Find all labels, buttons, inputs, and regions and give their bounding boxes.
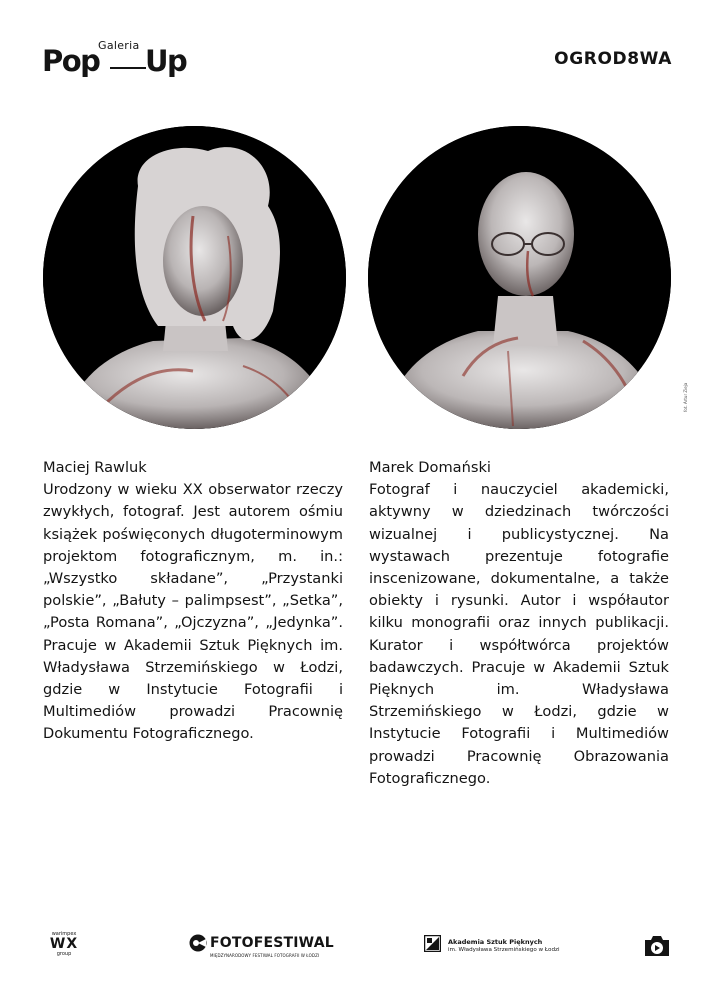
bio-name: Marek Domański: [369, 459, 491, 476]
warimpex-logo: [44, 931, 84, 957]
bio-name: Maciej Rawluk: [43, 459, 147, 476]
bust-portrait-glasses-icon: [368, 126, 671, 429]
fotofestiwal-title: FOTOFESTIWAL: [210, 935, 334, 951]
logo-up-text: Up: [145, 44, 187, 78]
bio-maciej-rawluk: [43, 457, 343, 746]
photo-credit: fot. Artur Zieja: [683, 382, 688, 412]
portrait-marek-domanski: [368, 126, 671, 429]
fotofestiwal-mark-icon: [189, 934, 207, 952]
asp-subtitle: im. Władysława Strzemińskiego w Łodzi: [448, 947, 560, 953]
bust-portrait-icon: [43, 126, 346, 429]
logo-connector-line: [110, 67, 146, 69]
portrait-maciej-rawluk: [43, 126, 346, 429]
logo-galeria-text: Galeria: [98, 39, 140, 52]
galeria-popup-logo: [42, 36, 192, 82]
warimpex-top: warimpex: [51, 931, 77, 937]
warimpex-group: group: [56, 951, 72, 957]
bio-text: Fotograf i nauczyciel akademicki, aktywny w dziedzinach twórczości wizualnej i publicystycznej. Na wystawach prezentuje fotografie inscenizowane, dokumentalne, a także obiekty i rysunki. Autor i współautor kilku monografii oraz innych publikacji. Kurator i współtwórca projektów badawczych. Pracuje w Akademii Sztuk Pięknych im. Władysława Strzemińskiego w Łodzi, gdzie w Instytucie Fotografii i Multimediów prowadzi Pracownię Obrazowania Fotograficznego.: [369, 481, 669, 787]
asp-mark-icon: [424, 935, 441, 952]
bio-text: Urodzony w wieku XX obserwator rzeczy zwykłych, fotograf. Jest autorem ośmiu książek poświęconych długoterminowym projektom fotograficznym, m. in.: „Wszystko składane”, „Przystanki polskie”, „Bałuty – palimpsest”, „Setka”, „Posta Romana”, „Ojczyzna”, „Jedynka”. Pracuje w Akademii Sztuk Pięknych im. Władysława Strzemińskiego w Łodzi, gdzie w Instytucie Fotografii i Multimediów prowadzi Pracownię Dokumentu Fotograficznego.: [43, 481, 343, 743]
fotofestiwal-subtitle: MIĘDZYNARODOWY FESTIWAL FOTOGRAFII W ŁODZI: [210, 953, 320, 958]
ogrodowa-logo: OGROD8WA: [554, 49, 672, 69]
asp-name: Akademia Sztuk Pięknych: [448, 938, 543, 946]
logo-pop-text: Pop: [42, 44, 100, 78]
warimpex-wx: WX: [49, 936, 79, 952]
bio-marek-domanski: [369, 457, 669, 790]
camera-play-icon: [643, 935, 671, 957]
